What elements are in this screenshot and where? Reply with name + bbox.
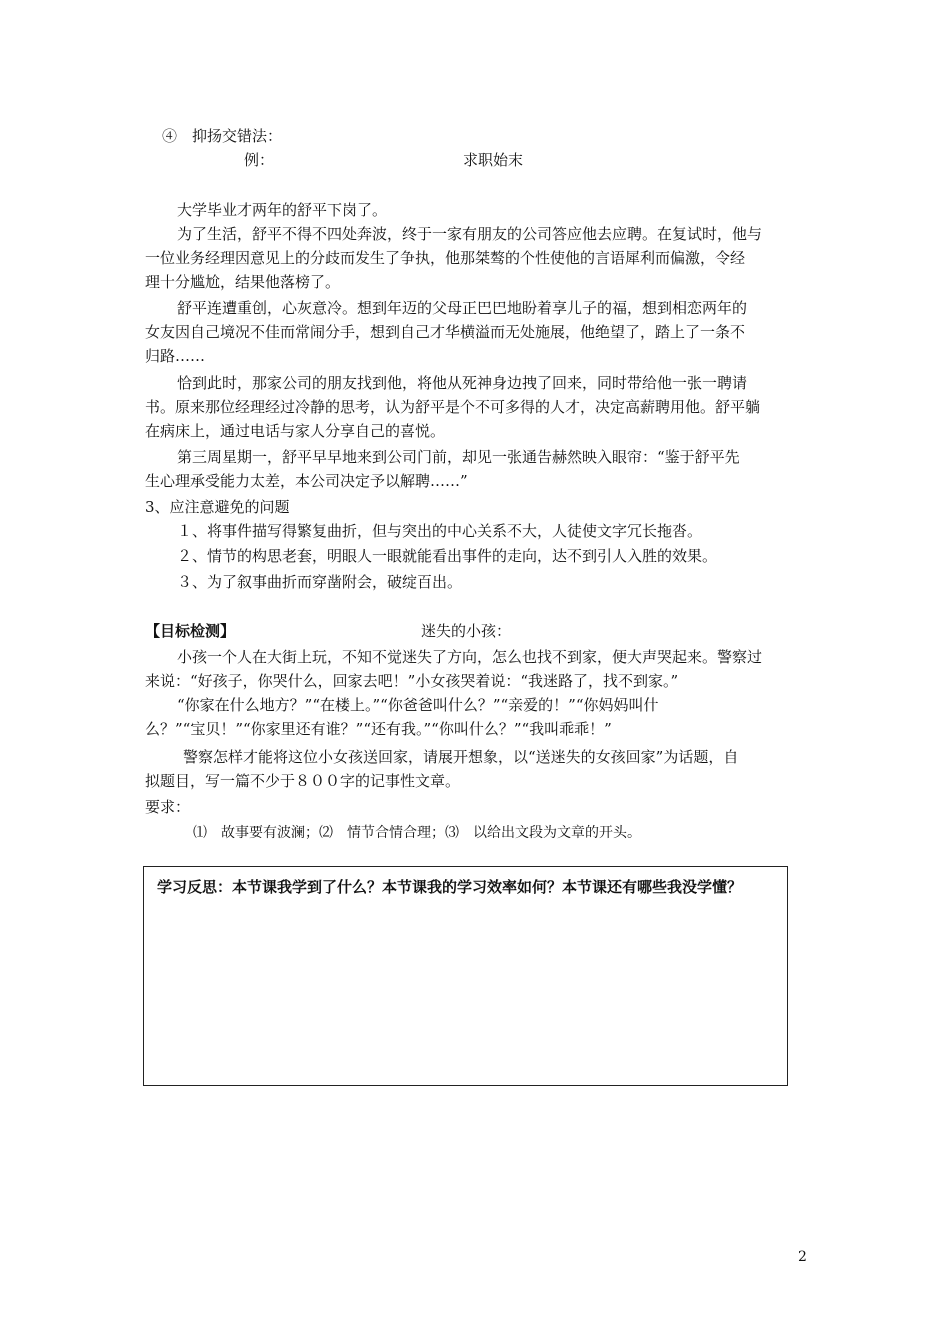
- prompt-line: 来说：“好孩子，你哭什么，回家去吧！”小女孩哭着说：“我迷路了，找不到家。”: [145, 672, 679, 690]
- reflection-prompt: 学习反思：本节课我学到了什么？本节课我的学习效率如何？本节课还有哪些我没学懂？: [157, 878, 743, 896]
- requirements-label: 要求：: [145, 798, 191, 816]
- target-heading: 【目标检测】: [145, 622, 236, 640]
- prompt-line: 警察怎样才能将这位小女孩送回家，请展开想象，以“送迷失的女孩回家”为话题，自: [183, 748, 739, 766]
- story-line: 舒平连遭重创，心灰意冷。想到年迈的父母正巴巴地盼着享儿子的福，想到相恋两年的: [177, 299, 748, 317]
- page-number: 2: [798, 1249, 807, 1265]
- story-line: 恰到此时，那家公司的朋友找到他，将他从死神身边拽了回来，同时带给他一张一聘请: [177, 374, 748, 392]
- list-item: ２、情节的构思老套，明眼人一眼就能看出事件的走向，达不到引人入胜的效果。: [177, 547, 718, 565]
- list-item: １、将事件描写得繁复曲折，但与突出的中心关系不大，人徒使文字冗长拖沓。: [177, 522, 703, 540]
- example-label: 例：: [244, 151, 275, 169]
- example-title: 求职始末: [463, 151, 524, 169]
- list-item: ３、为了叙事曲折而穿凿附会，破绽百出。: [177, 573, 463, 591]
- story-line: 女友因自己境况不佳而常闹分手，想到自己才华横溢而无处施展，他绝望了，踏上了一条不: [145, 323, 746, 341]
- prompt-line: “你家在什么地方？”“在楼上。”“你爸爸叫什么？”“亲爱的！”“你妈妈叫什: [177, 696, 659, 714]
- story-line: 在病床上，通过电话与家人分享自己的喜悦。: [145, 422, 446, 440]
- target-title: 迷失的小孩：: [421, 622, 512, 640]
- section-heading-3: 3、应注意避免的问题: [145, 498, 290, 516]
- story-line: 归路……: [145, 347, 206, 365]
- story-line: 第三周星期一，舒平早早地来到公司门前，却见一张通告赫然映入眼帘：“鉴于舒平先: [177, 448, 740, 466]
- prompt-line: 拟题目，写一篇不少于８００字的记事性文章。: [145, 772, 461, 790]
- prompt-line: 么？”“宝贝！”“你家里还有谁？”“还有我。”“你叫什么？”“我叫乖乖！”: [145, 720, 612, 738]
- section-heading-4: ④ 抑扬交错法：: [162, 127, 283, 145]
- story-line: 一位业务经理因意见上的分歧而发生了争执，他那桀骜的个性使他的言语犀利而偏激，令经: [145, 249, 746, 267]
- story-paragraph: 大学毕业才两年的舒平下岗了。: [177, 201, 388, 219]
- story-line: 生心理承受能力太差，本公司决定予以解聘……”: [145, 472, 468, 490]
- reflection-box[interactable]: [143, 866, 788, 1086]
- story-line: 书。原来那位经理经过冷静的思考，认为舒平是个不可多得的人才，决定高薪聘用他。舒平躺: [145, 398, 761, 416]
- prompt-line: 小孩一个人在大街上玩，不知不觉迷失了方向，怎么也找不到家，便大声哭起来。警察过: [177, 648, 763, 666]
- requirements-list: ⑴ 故事要有波澜；⑵ 情节合情合理；⑶ 以给出文段为文章的开头。: [193, 825, 641, 841]
- story-line: 理十分尴尬，结果他落榜了。: [145, 273, 341, 291]
- story-line: 为了生活，舒平不得不四处奔波，终于一家有朋友的公司答应他去应聘。在复试时，他与: [177, 225, 763, 243]
